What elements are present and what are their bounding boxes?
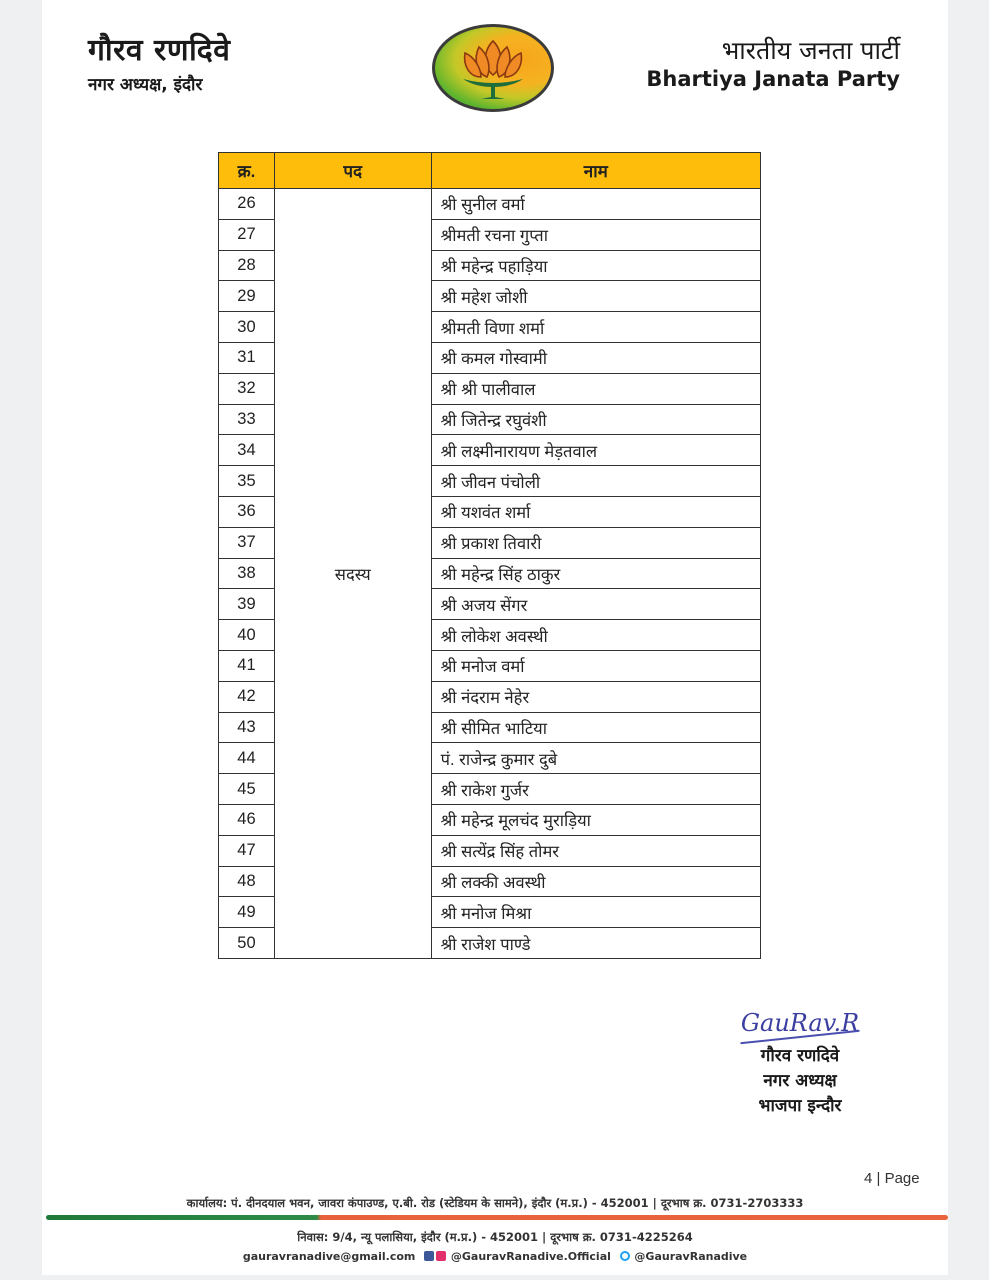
row-serial: 29 [219,281,275,312]
party-name-english: Bhartiya Janata Party [646,67,900,91]
row-serial: 43 [219,712,275,743]
row-member-name: श्री महेन्द्र सिंह ठाकुर [431,558,760,589]
column-header-serial: क्र. [219,153,275,189]
row-serial: 45 [219,774,275,805]
row-member-name: श्री महेन्द्र मूलचंद मुराड़िया [431,804,760,835]
instagram-icon [436,1251,446,1261]
row-member-name: श्री मनोज मिश्रा [431,897,760,928]
row-member-name: श्री सत्येंद्र सिंह तोमर [431,835,760,866]
row-member-name: श्रीमती विणा शर्मा [431,312,760,343]
row-serial: 36 [219,496,275,527]
row-member-name: श्री सीमित भाटिया [431,712,760,743]
signature-block [730,1006,870,1119]
row-serial: 41 [219,650,275,681]
row-serial: 47 [219,835,275,866]
twitter-icon [620,1251,630,1261]
party-name-hindi: भारतीय जनता पार्टी [721,36,900,65]
row-serial: 31 [219,342,275,373]
row-member-name: श्री महेन्द्र पहाड़िया [431,250,760,281]
row-serial: 49 [219,897,275,928]
footer-email[interactable]: gauravranadive@gmail.com [242,1250,416,1263]
row-member-name: पं. राजेन्द्र कुमार दुबे [431,743,760,774]
row-member-name: श्री श्री पालीवाल [431,373,760,404]
table-header-row [219,153,761,189]
page-number: 4 | Page [864,1170,920,1187]
signatory-org: भाजपा इन्दौर [758,1096,842,1116]
row-serial: 28 [219,250,275,281]
row-serial: 32 [219,373,275,404]
footer-divider [46,1215,948,1220]
letterhead-party [646,36,900,92]
row-member-name: श्री जीवन पंचोली [431,466,760,497]
footer-office-address: कार्यालय: पं. दीनदयाल भवन, जावरा कंपाउण्ड, ए.बी. रोड (स्टेडियम के सामने), इंदौर (म.प्र.) - 452001 | दूरभाष क्र. 0731-2703333 [186,1196,804,1210]
footer-residence-address: निवास: 9/4, न्यू पलासिया, इंदौर (म.प्र.) - 452001 | दूरभाष क्र. 0731-4225264 [297,1230,693,1244]
row-serial: 39 [219,589,275,620]
lotus-emblem-icon [432,24,554,112]
letterhead-name: गौरव रणदिवे [88,33,231,68]
row-member-name: श्री प्रकाश तिवारी [431,527,760,558]
row-member-name: श्री अजय सेंगर [431,589,760,620]
row-serial: 50 [219,928,275,959]
row-serial: 44 [219,743,275,774]
handwritten-signature: GauRav.R [740,1009,860,1037]
column-header-post: पद [274,153,431,189]
row-serial: 33 [219,404,275,435]
row-member-name: श्री राकेश गुर्जर [431,774,760,805]
letterhead-left [88,32,230,95]
row-member-name: श्री महेश जोशी [431,281,760,312]
row-member-name: श्री जितेन्द्र रघुवंशी [431,404,760,435]
row-serial: 34 [219,435,275,466]
row-member-name: श्री यशवंत शर्मा [431,496,760,527]
post-cell: सदस्य [274,189,431,959]
row-serial: 37 [219,527,275,558]
row-member-name: श्री राजेश पाण्डे [431,928,760,959]
row-member-name: श्री मनोज वर्मा [431,650,760,681]
document-page [42,0,948,1275]
row-serial: 30 [219,312,275,343]
row-member-name: श्री कमल गोस्वामी [431,342,760,373]
row-serial: 42 [219,681,275,712]
row-member-name: श्री लक्की अवस्थी [431,866,760,897]
footer-twitter-handle[interactable]: @GauravRanadive [634,1250,748,1263]
row-serial: 35 [219,466,275,497]
footer-social [42,1250,948,1263]
row-serial: 38 [219,558,275,589]
row-serial: 27 [219,219,275,250]
lotus-icon [451,35,535,105]
signatory-name: गौरव रणदिवे [760,1046,840,1066]
row-serial: 46 [219,804,275,835]
footer-facebook-handle[interactable]: @GauravRanadive.Official [450,1250,611,1263]
letterhead-designation: नगर अध्यक्ष, इंदौर [88,75,203,95]
row-serial: 40 [219,620,275,651]
row-member-name: श्री नंदराम नेहेर [431,681,760,712]
row-serial: 48 [219,866,275,897]
row-member-name: श्री लोकेश अवस्थी [431,620,760,651]
row-member-name: श्री लक्ष्मीनारायण मेड़तवाल [431,435,760,466]
table-row [219,189,761,220]
row-member-name: श्री सुनील वर्मा [431,189,760,220]
row-serial: 26 [219,189,275,220]
column-header-name: नाम [431,153,760,189]
signatory-designation: नगर अध्यक्ष [763,1071,837,1091]
row-member-name: श्रीमती रचना गुप्ता [431,219,760,250]
members-table [218,152,761,959]
facebook-icon [424,1251,434,1261]
